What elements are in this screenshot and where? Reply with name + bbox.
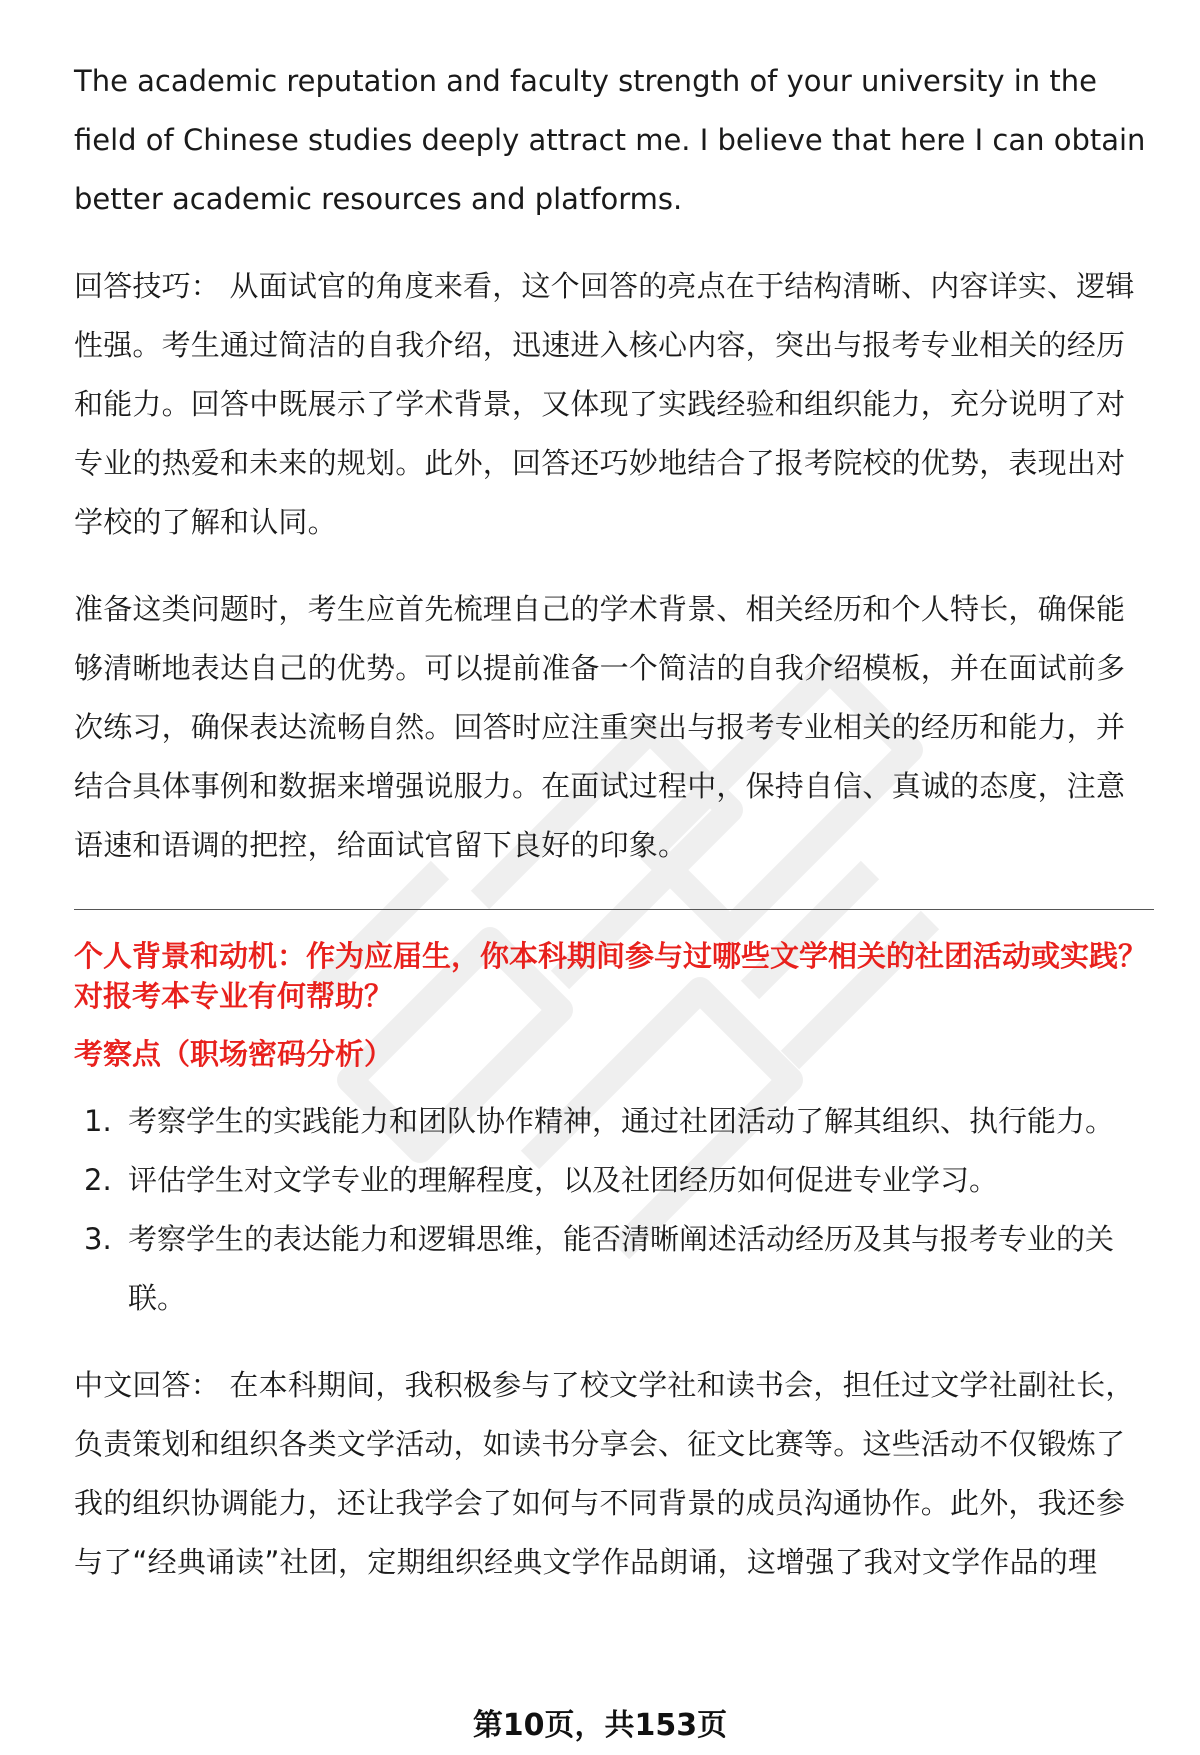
answer-tips-paragraph: 回答技巧： 从面试官的角度来看，这个回答的亮点在于结构清晰、内容详实、逻辑性强。考生通过简洁的自我介绍，迅速进入核心内容，突出与报考专业相关的经历和能力。回答中既展示了学术背景，又体现了实践经验和组织能力，充分说明了对专业的热爱和未来的规划。此外，回答还巧妙地结合了报考院校的优势，表现出对学校的了解和认同。 [74, 269, 1135, 539]
document-body [74, 52, 1154, 1592]
english-answer-paragraph: The academic reputation and faculty strength of your university in the field of Chinese studies deeply attract me. I believe that here I can obtain better academic resources and platforms. [74, 64, 1146, 216]
list-item [74, 1151, 1154, 1210]
question-heading: 个人背景和动机：作为应届生，你本科期间参与过哪些文学相关的社团活动或实践？对报考本专业有何帮助？ [74, 939, 1148, 1013]
list-item-text: 考察学生的实践能力和团队协作精神，通过社团活动了解其组织、执行能力。 [128, 1104, 1115, 1138]
preparation-advice-paragraph: 准备这类问题时，考生应首先梳理自己的学术背景、相关经历和个人特长，确保能够清晰地表达自己的优势。可以提前准备一个简洁的自我介绍模板，并在面试前多次练习，确保表达流畅自然。回答时应注重突出与报考专业相关的经历和能力，并结合具体事例和数据来增强说服力。在面试过程中，保持自信、真诚的态度，注意语速和语调的把控，给面试官留下良好的印象。 [74, 592, 1126, 862]
focus-points-heading: 考察点（职场密码分析） [74, 1037, 394, 1071]
list-item-number: 3. [84, 1222, 112, 1256]
list-item-number: 2. [84, 1163, 112, 1197]
list-item [74, 1210, 1154, 1328]
list-item-text: 评估学生对文学专业的理解程度，以及社团经历如何促进专业学习。 [128, 1163, 999, 1197]
section-divider [74, 909, 1154, 910]
page-number-footer: 第10页，共153页 [472, 1708, 728, 1743]
list-item [74, 1092, 1154, 1151]
list-item-number: 1. [84, 1104, 112, 1138]
list-item-text: 考察学生的表达能力和逻辑思维，能否清晰阐述活动经历及其与报考专业的关联。 [128, 1222, 1115, 1315]
chinese-answer-paragraph: 中文回答： 在本科期间，我积极参与了校文学社和读书会，担任过文学社副社长，负责策划和组织各类文学活动，如读书分享会、征文比赛等。这些活动不仅锻炼了我的组织协调能力，还让我学会了如何与不同背景的成员沟通协作。此外，我还参与了“经典诵读”社团，定期组织经典文学作品朗诵，这增强了我对文学作品的理 [74, 1368, 1135, 1579]
focus-points-list [74, 1092, 1154, 1328]
